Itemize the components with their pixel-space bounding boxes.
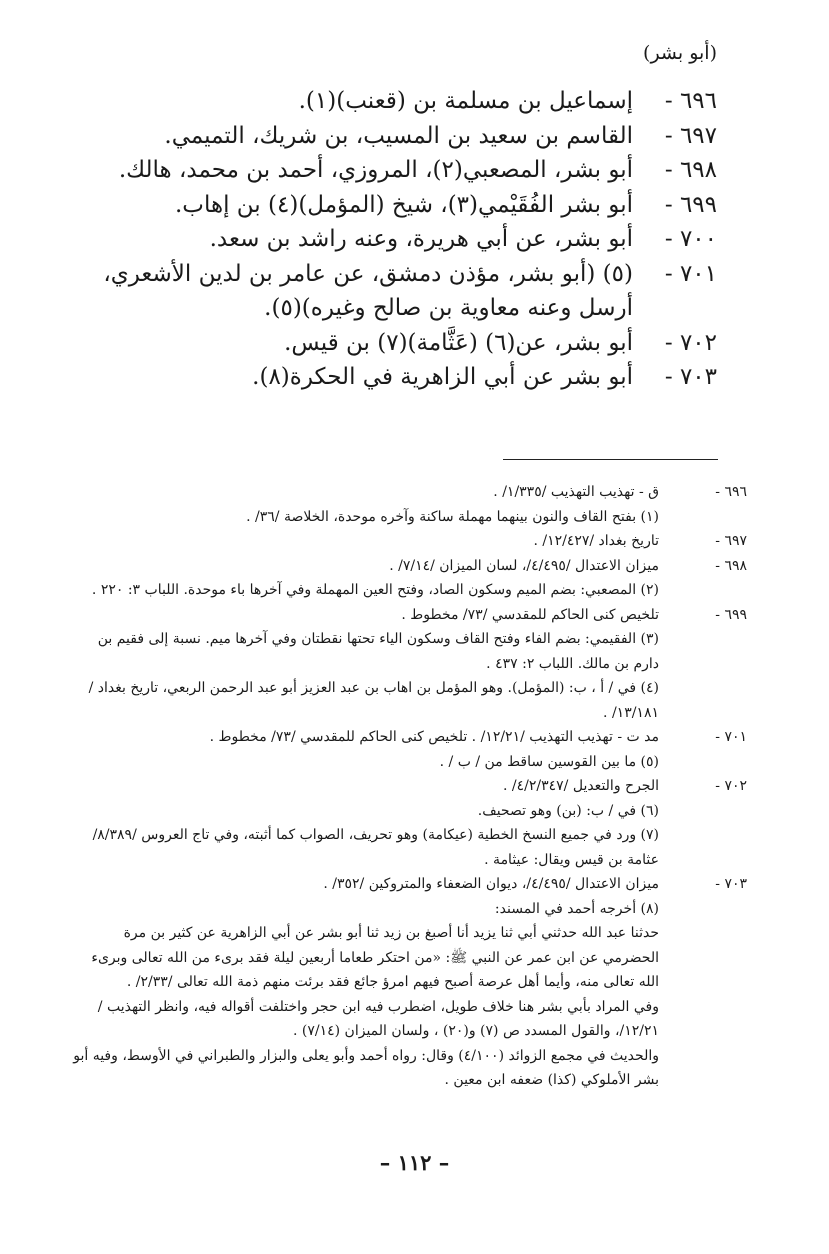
footnotes-list bbox=[72, 480, 747, 1093]
footnote-row-number bbox=[659, 627, 747, 676]
footnote-row bbox=[72, 480, 747, 505]
footnote-row bbox=[72, 505, 747, 530]
footnote-row-text: الجرح والتعديل /٤/٢/٣٤٧/ . bbox=[503, 778, 659, 794]
entry-row bbox=[70, 153, 717, 188]
entry-row-text: أبو بشر عن أبي الزاهرية في الحكرة(٨). bbox=[252, 364, 633, 390]
entry-row-text: أبو بشر، المصعبي(٢)، المروزي، أحمد بن محمد، هالك. bbox=[118, 157, 633, 183]
footnote-row bbox=[72, 897, 747, 922]
entry-row bbox=[70, 360, 717, 395]
footnote-row-number bbox=[659, 799, 747, 824]
footnote-row bbox=[72, 676, 747, 725]
footnote-row bbox=[72, 921, 747, 995]
footnote-row-text: مد ت - تهذيب التهذيب /١٢/٢١/ . تلخيص كنى الحاكم للمقدسي /٧٣/ مخطوط . bbox=[209, 729, 659, 745]
footnote-row-text: ق - تهذيب التهذيب /١/٣٣٥/ . bbox=[493, 484, 659, 500]
footnote-row-number bbox=[659, 921, 747, 995]
footnote-row-text: وفي المراد بأبي بشر هنا خلاف طويل، اضطرب فيه ابن حجر واختلفت أقواله فيه، وانظر التهذيب /١٢/٢١/، والقول المسدد ص (٧) و(٢٠) ، ولسان الميزان (٧/١٤) . bbox=[97, 998, 659, 1039]
entry-row-text: أبو بشر الفُقَيْمي(٣)، شيخ (المؤمل)(٤) بن إهاب. bbox=[175, 191, 633, 218]
entry-row-text: أبو بشر، عن(٦) (عَثَّامة)(٧) بن قيس. bbox=[284, 329, 633, 356]
entry-row-number: ٧٠١ - bbox=[664, 260, 717, 287]
footnote-row-number: ٦٩٦ - bbox=[715, 484, 747, 500]
entry-row-number: ٧٠٠ - bbox=[664, 226, 717, 252]
footnote-row-number bbox=[659, 578, 747, 603]
footnote-row-text: حدثنا عبد الله حدثني أبي ثنا يزيد أنا أصبغ بن زيد ثنا أبو بشر عن أبي الزاهرية عن كثير بن مرة الحضرمي عن ابن عمر عن النبي ﷺ: «من احتكر طعاما أربعين ليلة فقد برىء من الله تعالى وبرىء الله تعالى منه، وأيما أهل عرصة أصبح فيهم امرؤ جائع فقد برئت منهم ذمة الله تعالى /٢/٣٣/ . bbox=[91, 925, 659, 990]
footnote-row-text: (٥) ما بين القوسين ساقط من / ب / . bbox=[439, 753, 659, 770]
entry-row-number: ٦٩٨ - bbox=[664, 157, 717, 183]
entry-row-number: ٦٩٩ - bbox=[664, 191, 717, 218]
footnote-row-number: ٧٠٢ - bbox=[715, 778, 747, 794]
entry-row-number: ٦٩٦ - bbox=[664, 88, 717, 114]
entry-row-text: أبو بشر، عن أبي هريرة، وعنه راشد بن سعد. bbox=[209, 226, 633, 252]
footnote-row bbox=[72, 554, 747, 579]
footnote-row bbox=[72, 872, 747, 897]
footnote-row-text: (٧) ورد في جميع النسخ الخطية (عيكامة) وهو تحريف، الصواب كما أثبته، وفي تاج العروس /٨/٣٨٩/ عثامة بن قيس ويقال: عيثامة . bbox=[92, 827, 659, 868]
footnote-row-text: تلخيص كنى الحاكم للمقدسي /٧٣/ مخطوط . bbox=[401, 606, 659, 623]
entries-list bbox=[70, 84, 717, 395]
footnote-row-text: (١) بفتح القاف والنون بينهما مهملة ساكنة وآخره موحدة، الخلاصة /٣٦/ . bbox=[246, 508, 659, 525]
footnote-row-number: ٦٩٩ - bbox=[715, 606, 747, 623]
footnote-row-number bbox=[659, 1044, 747, 1093]
entry-row bbox=[70, 119, 717, 154]
running-head: (أبو بشر) bbox=[643, 42, 717, 64]
footnote-row-number bbox=[659, 750, 747, 775]
footnote-row-number bbox=[659, 676, 747, 725]
footnote-row-text: (٤) في / أ ، ب: (المؤمل). وهو المؤمل بن اهاب بن عبد العزيز أبو عبد الرحمن الربعي، تاريخ بغداد /١٣/١٨١/ . bbox=[88, 680, 659, 721]
footnote-row bbox=[72, 823, 747, 872]
entry-row-text: القاسم بن سعيد بن المسيب، بن شريك، التميمي. bbox=[164, 122, 633, 149]
footnote-row-number: ٧٠١ - bbox=[715, 729, 747, 745]
entry-row-text: (٥) (أبو بشر، مؤذن دمشق، عن عامر بن لدين الأشعري، أرسل وعنه معاوية بن صالح وغيره)(٥). bbox=[103, 260, 633, 321]
footnote-row bbox=[72, 799, 747, 824]
footnote-row-number bbox=[659, 823, 747, 872]
entry-row bbox=[70, 257, 717, 326]
footnote-row bbox=[72, 578, 747, 603]
entry-row bbox=[70, 222, 717, 257]
entry-row-text: إسماعيل بن مسلمة بن (قعنب)(١). bbox=[298, 88, 633, 114]
entry-row bbox=[70, 188, 717, 223]
footnote-row-text: ميزان الاعتدال /٤/٤٩٥/، لسان الميزان /٧/١٤/ . bbox=[389, 557, 659, 574]
footnote-row-text: ميزان الاعتدال /٤/٤٩٥/، ديوان الضعفاء والمتروكين /٣٥٢/ . bbox=[323, 876, 659, 892]
footnote-row-text: والحديث في مجمع الزوائد (٤/١٠٠) وقال: رواه أحمد وأبو يعلى والبزار والطبراني في الأوسط، وفيه أبو بشر الأملوكي (كذا) ضعفه ابن معين . bbox=[73, 1047, 659, 1088]
entry-row-number: ٧٠٣ - bbox=[664, 364, 717, 390]
footnote-row-text: (٦) في / ب: (بن) وهو تصحيف. bbox=[477, 802, 659, 819]
footnote-row bbox=[72, 725, 747, 750]
footnote-row-number: ٦٩٧ - bbox=[715, 533, 747, 549]
entry-row bbox=[70, 84, 717, 119]
footnote-row-number bbox=[659, 995, 747, 1044]
footnote-row-text: (٣) الفقيمي: بضم الفاء وفتح القاف وسكون الياء تحتها نقطتان وفي آخرها ميم. نسبة إلى فقيم بن دارم بن مالك. اللباب ٢: ٤٣٧ . bbox=[97, 631, 659, 672]
footnote-row bbox=[72, 750, 747, 775]
footnote-separator bbox=[503, 459, 718, 460]
footnote-row-number: ٧٠٣ - bbox=[715, 876, 747, 892]
footnote-row-number bbox=[659, 897, 747, 922]
footnote-row bbox=[72, 603, 747, 628]
footnote-row bbox=[72, 529, 747, 554]
footnote-row-text: (٢) المصعبي: بضم الميم وسكون الصاد، وفتح العين المهملة وفي آخرها باء موحدة. اللباب ٣: ٢٢٠ . bbox=[91, 582, 659, 598]
footnote-row-number bbox=[659, 505, 747, 530]
footnote-row-text: (٨) أخرجه أحمد في المسند: bbox=[494, 900, 659, 917]
footnote-row bbox=[72, 627, 747, 676]
footnote-row bbox=[72, 1044, 747, 1093]
footnote-row-text: تاريخ بغداد /١٢/٤٢٧/ . bbox=[533, 533, 659, 549]
entry-row-number: ٧٠٢ - bbox=[664, 329, 717, 356]
entry-row-number: ٦٩٧ - bbox=[664, 122, 717, 149]
entry-row bbox=[70, 326, 717, 361]
footnote-row bbox=[72, 774, 747, 799]
footnote-row-number: ٦٩٨ - bbox=[715, 557, 747, 574]
footnote-row bbox=[72, 995, 747, 1044]
page-number: – ١١٢ – bbox=[379, 1150, 450, 1175]
